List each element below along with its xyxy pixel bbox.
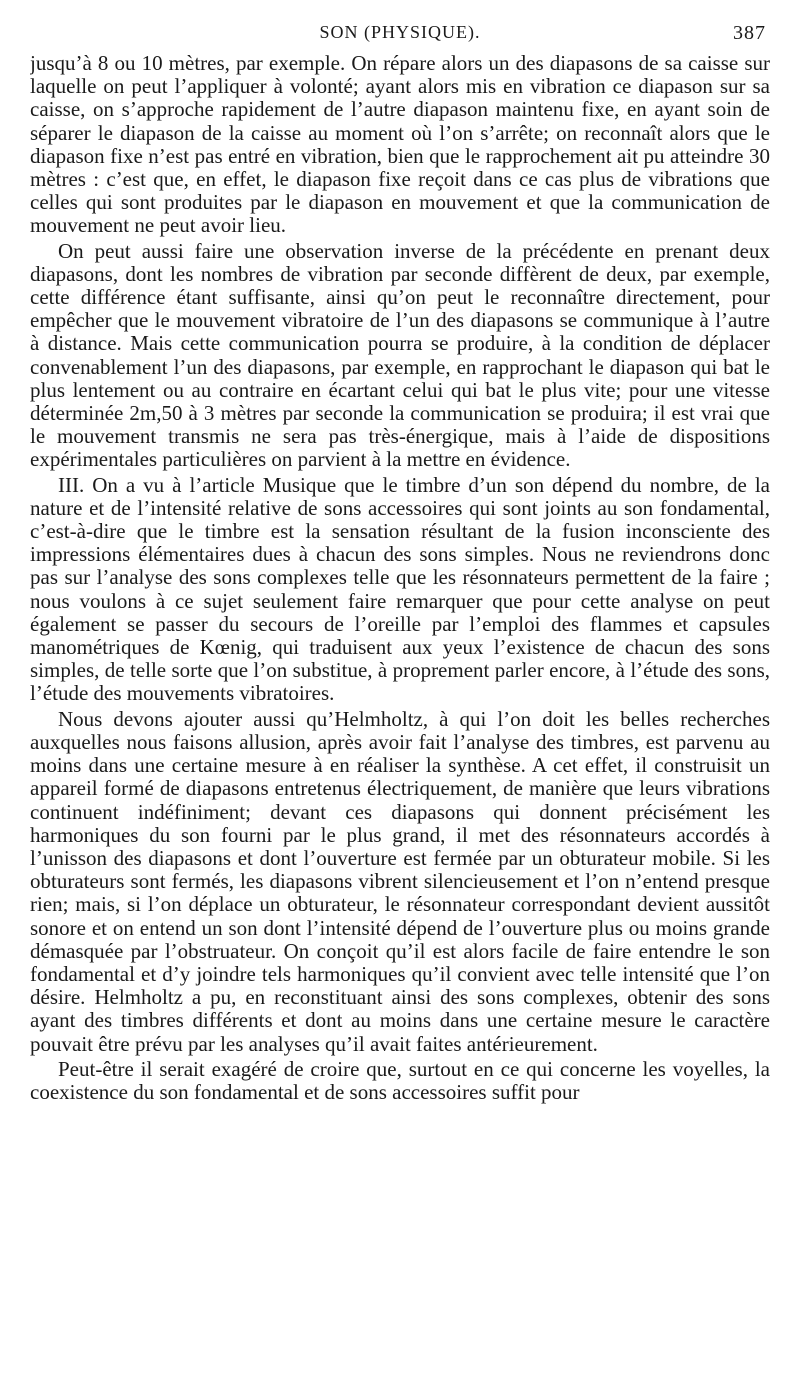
- paragraph-section-three: III. On a vu à l’article Musique que le timbre d’un son dépend du nombre, de la nature et de l’intensité relative de sons accessoires qui sont joints au son fondamental, c’est-à-dire que le timbre est la sensation résultant de la fusion inconsciente des impressions élémentaires dues à chacun des sons simples. Nous ne reviendrons donc pas sur l’analyse des sons complexes telle que les résonnateurs permettent de la faire ; nous voulons à ce sujet seulement faire remarquer que pour cette analyse on peut également se passer du secours de l’oreille par l’emploi des flammes et capsules manométriques de Kœnig, qui traduisent aux yeux l’existence de chacun des sons simples, de telle sorte que l’on substitue, à proprement parler encore, à l’étude des sons, l’étude des mouvements vibratoires.: [30, 472, 770, 706]
- paragraph-voyelles: Peut-être il serait exagéré de croire que, surtout en ce qui concerne les voyelles, la coexistence du son fondamental et de sons accessoires suffit pour: [30, 1056, 770, 1104]
- running-header: [30, 22, 770, 52]
- book-page: [30, 22, 770, 1372]
- paragraph-continuation: jusqu’à 8 ou 10 mètres, par exemple. On répare alors un des diapasons de sa caisse sur laquelle on peut l’appliquer à volonté; ayant alors mis en vibration ce diapason sur sa caisse, on s’approche rapidement de l’autre diapason maintenu fixe, en ayant soin de séparer le diapason de la caisse au moment où l’on s’arrête; on reconnaît alors que le diapason fixe n’est pas entré en vibration, bien que le rapprochement ait pu atteindre 30 mètres : c’est que, en effet, le diapason fixe reçoit dans ce cas plus de vibrations que celles qui sont produites par le diapason en mouvement et que la communication de mouvement ne peut avoir lieu.: [30, 51, 770, 238]
- paragraph-helmholtz: Nous devons ajouter aussi qu’Helmholtz, à qui l’on doit les belles recherches auxquelles nous faisons allusion, après avoir fait l’analyse des timbres, est parvenu au moins dans une certaine mesure à en réaliser la synthèse. A cet effet, il construisit un appareil formé de diapasons entretenus électriquement, de manière que leurs vibrations continuent indéfiniment; devant ces diapasons qui donnent précisément les harmoniques du son fourni par le plus grand, il met des résonnateurs accordés à l’unisson des diapasons et dont l’ouverture est fermée par un obturateur mobile. Si les obturateurs sont fermés, les diapasons vibrent silencieusement et l’on n’entend presque rien; mais, si l’on déplace un obturateur, le résonnateur correspondant devient aussitôt sonore et on entend un son dont l’intensité dépend de l’ouverture plus ou moins grande démasquée par l’obstruateur. On conçoit qu’il est alors facile de faire entendre le son fondamental et d’y joindre tels harmoniques qu’il convient avec telle intensité que l’on désire. Helmholtz a pu, en reconstituant ainsi des sons complexes, obtenir des sons ayant des timbres différents et dont au moins dans une certaine mesure le caractère pouvait être prévu par les analyses qu’il avait faites antérieurement.: [30, 706, 770, 1056]
- page-number: 387: [733, 22, 766, 44]
- body-text: [30, 52, 770, 1104]
- paragraph-inverse-observation: On peut aussi faire une observation inverse de la précédente en prenant deux diapasons, dont les nombres de vibration par seconde diffèrent de deux, par exemple, cette différence étant suffisante, ainsi qu’on peut le reconnaître directement, pour empêcher que le mouvement vibratoire de l’un des diapasons se communique à l’autre à distance. Mais cette communication pourra se produire, à la condition de déplacer convenablement l’un des diapasons, par exemple, en rapprochant le diapason qui bat le plus lentement ou au contraire en écartant celui qui bat le plus vite; pour une vitesse déterminée 2m,50 à 3 mètres par seconde la communication se produira; il est vrai que le mouvement transmis ne sera pas très-énergique, mais à l’aide de dispositions expérimentales particulières on parvient à la mettre en évidence.: [30, 238, 770, 472]
- running-title: SON (PHYSIQUE).: [319, 22, 481, 42]
